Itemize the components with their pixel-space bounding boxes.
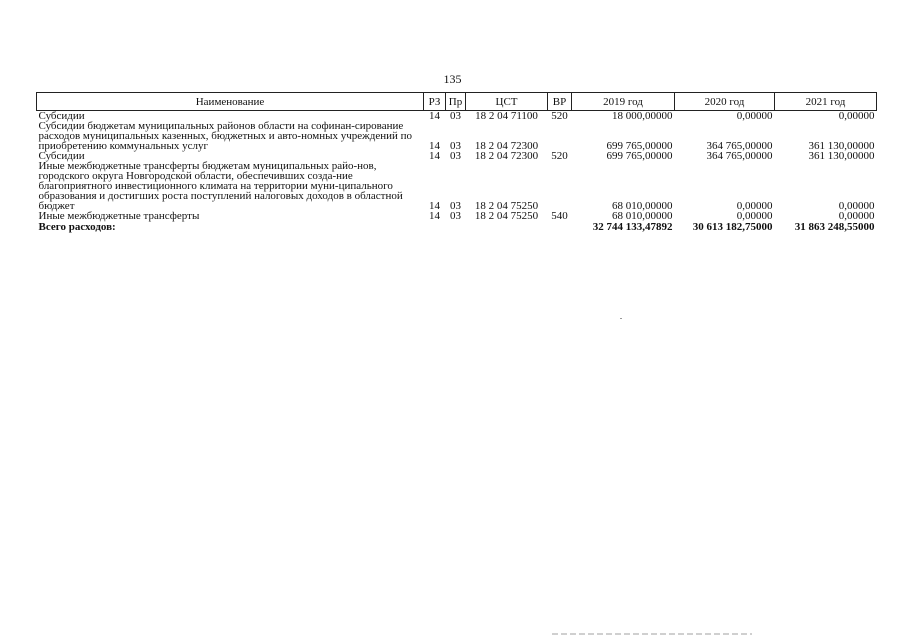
total-empty-rz bbox=[424, 221, 446, 232]
row-pr: 03 bbox=[450, 150, 461, 162]
budget-table bbox=[36, 92, 877, 232]
scan-speck bbox=[620, 318, 622, 319]
row-vr: 520 bbox=[551, 110, 568, 122]
total-2021: 31 863 248,55000 bbox=[794, 221, 875, 233]
row-2019: 699 765,00000 bbox=[606, 140, 673, 152]
row-name: Субсидии bbox=[38, 110, 85, 122]
total-empty-cst bbox=[466, 221, 548, 232]
row-cst: 18 2 04 72300 bbox=[474, 140, 539, 152]
row-pr: 03 bbox=[450, 140, 461, 152]
row-pr: 03 bbox=[450, 210, 461, 222]
row-2020: 0,00000 bbox=[736, 110, 773, 122]
total-2019: 32 744 133,47892 bbox=[592, 221, 673, 233]
header-cst: ЦСТ bbox=[466, 93, 548, 111]
total-empty-pr bbox=[446, 221, 466, 232]
row-2020: 0,00000 bbox=[736, 200, 773, 212]
row-name: Субсидии bbox=[38, 150, 85, 162]
header-pr: Пр bbox=[446, 93, 466, 111]
table-header-row bbox=[37, 93, 877, 111]
row-vr bbox=[548, 161, 572, 211]
table-row bbox=[37, 161, 877, 211]
row-name: Иные межбюджетные трансферты бюджетам муниципальных райо-нов, городского округа Новгородской области, обеспечивших созда-ние благоприятного инвестиционного климата на территории муни-ципального образования и достигших роста поступлений налоговых доходов в областной бюджет bbox=[38, 160, 403, 212]
row-2020: 364 765,00000 bbox=[706, 140, 773, 152]
row-name: Иные межбюджетные трансферты bbox=[38, 210, 200, 222]
total-2020: 30 613 182,75000 bbox=[692, 221, 773, 233]
row-2021: 361 130,00000 bbox=[808, 150, 875, 162]
table-row bbox=[37, 211, 877, 221]
total-empty-vr bbox=[548, 221, 572, 232]
row-2019: 68 010,00000 bbox=[612, 210, 673, 222]
row-2021: 0,00000 bbox=[838, 110, 875, 122]
row-cst: 18 2 04 75250 bbox=[474, 210, 539, 222]
row-2019: 68 010,00000 bbox=[612, 200, 673, 212]
header-2020: 2020 год bbox=[675, 93, 775, 111]
row-vr: 520 bbox=[551, 150, 568, 162]
total-row bbox=[37, 221, 877, 232]
header-2019: 2019 год bbox=[572, 93, 675, 111]
row-vr: 540 bbox=[551, 210, 568, 222]
row-2020: 364 765,00000 bbox=[706, 150, 773, 162]
row-cst: 18 2 04 71100 bbox=[475, 110, 538, 122]
row-rz: 14 bbox=[429, 200, 440, 212]
header-name: Наименование bbox=[37, 93, 424, 111]
header-vr: ВР bbox=[548, 93, 572, 111]
row-2021: 0,00000 bbox=[838, 210, 875, 222]
row-2021: 0,00000 bbox=[838, 200, 875, 212]
row-rz: 14 bbox=[429, 140, 440, 152]
scan-artifact bbox=[552, 633, 752, 635]
row-2021: 361 130,00000 bbox=[808, 140, 875, 152]
row-name: Субсидии бюджетам муниципальных районов области на софинан-сирование расходов муниципальных казенных, бюджетных и авто-номных учреждений по приобретению коммунальных услуг bbox=[38, 120, 413, 152]
row-2019: 18 000,00000 bbox=[612, 110, 673, 122]
row-rz: 14 bbox=[429, 210, 440, 222]
table-row bbox=[37, 121, 877, 151]
header-rz: РЗ bbox=[424, 93, 446, 111]
row-pr: 03 bbox=[450, 110, 461, 122]
row-2020: 0,00000 bbox=[736, 210, 773, 222]
header-2021: 2021 год bbox=[775, 93, 877, 111]
total-label: Всего расходов: bbox=[38, 221, 116, 233]
row-pr: 03 bbox=[450, 200, 461, 212]
row-cst: 18 2 04 72300 bbox=[474, 150, 539, 162]
row-cst: 18 2 04 75250 bbox=[474, 200, 539, 212]
row-rz: 14 bbox=[429, 150, 440, 162]
row-2019: 699 765,00000 bbox=[606, 150, 673, 162]
row-rz: 14 bbox=[429, 110, 440, 122]
page-number: 135 bbox=[443, 72, 462, 86]
row-vr bbox=[548, 121, 572, 151]
